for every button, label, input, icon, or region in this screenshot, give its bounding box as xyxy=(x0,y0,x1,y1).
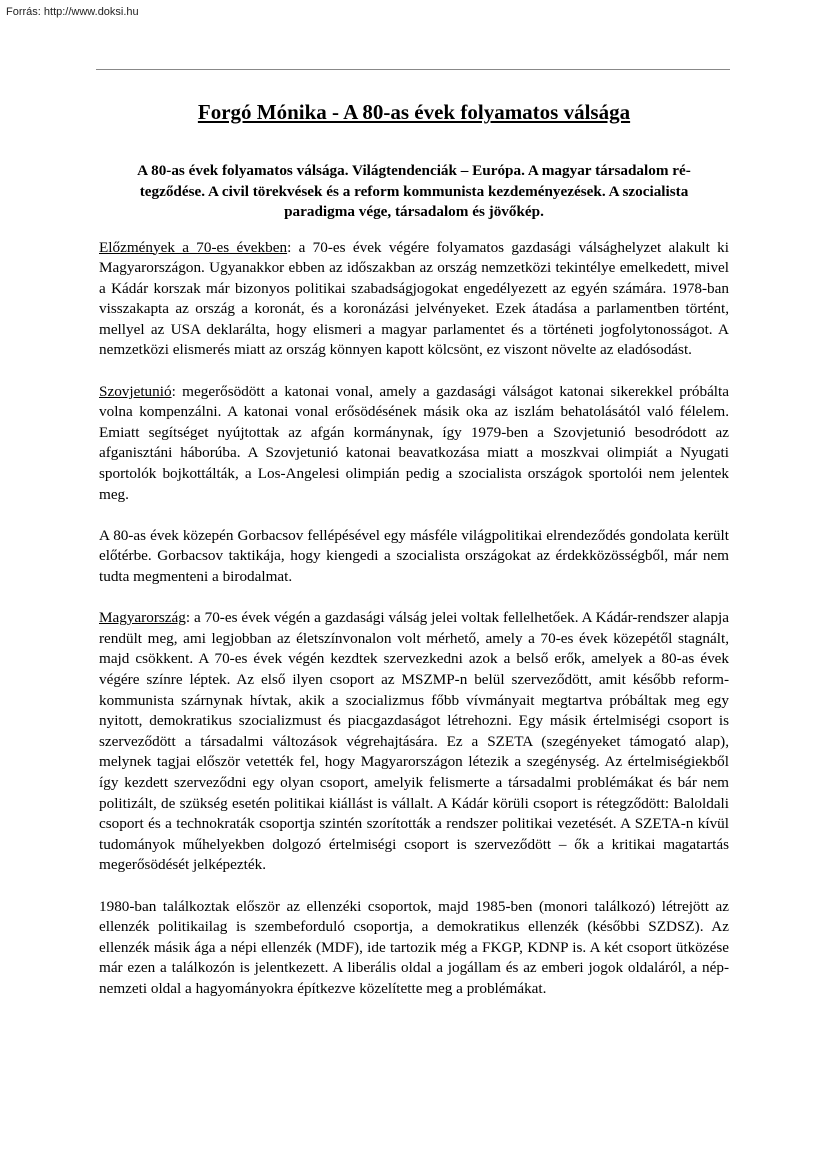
paragraph-heading: Előzmények a 70-es években xyxy=(99,238,288,256)
paragraph-text: : megerősödött a katonai vonal, amely a gazdasági válságot katonai sikerekkel próbálta volna kompenzálni. A katonai vonal erősödésének másik oka az iszlám behatolásától való félelem. Emiatt segítséget nyújtottak az afgán kormánynak, így 1979-ben a Szovjetunió besodródott az afganisztáni háborúba. A Szovjetunió katonai beavatkozása miatt a moszkvai olimpiát a Nyugati sportolók bojkottálták, a Los-Angelesi olimpián pedig a szocialista országok sportolói nem jelentek meg. xyxy=(99,382,729,503)
document-title: Forgó Mónika - A 80-as évek folyamatos válsága xyxy=(197,100,631,124)
header-rule xyxy=(96,69,730,70)
paragraph-text: A 80-as évek közepén Gorbacsov fellépésével egy másféle világpolitikai elrendeződés gondolata került előtérbe. Gorbacsov taktikája, hogy kiengedi a szocialista országokat az érdekközösségből, már nem tudta megmenteni a birodalmat. xyxy=(99,526,729,585)
source-label: Forrás: http://www.doksi.hu xyxy=(6,6,139,18)
paragraph-text: : a 70-es évek végén a gazdasági válság jelei voltak fellelhetőek. A Kádár-rendszer alapja rendült meg, ami legjobban az életszínvonalon volt mérhető, amely a 70-es évek közepétől stagnált, majd csökkent. A 70-es évek végén kezdtek szervezkedni azok a belső erők, amelyek a 80-as évek végére színre léptek. Az első ilyen csoport az MSZMP-n belül szerveződött, amit később reform-kommunista szárnynak hívtak, akik a szocializmus főbb vívmányait megtartva próbáltak meg egy nyitott, demokratikus szocializmust és piacgazdaságot létrehozni. Egy másik értelmiségi csoport is szerveződött a társadalmi változások végrehajtására. Ez a SZETA (szegényeket támogató alap), melynek tagjai először vetették fel, hogy Magyarországon létezik a szegénység. Az értelmiségiekből így kezdett szerveződni egy olyan csoport, amelyik felismerte a társadalmi problémákat és bár nem politizált, de szükség esetén politikai kiállást is vállalt. A Kádár körüli csoport is rétegződött: Baloldali csoport és a technokraták csoportja szintén szorították a rendszer politikai vezetését. A SZETA-n kívül tudományok műhelyekben dolgozó értelmiségi csoport is szerveződött – ők a kritikai magatartás megerősödését jelképezték. xyxy=(99,609,729,874)
document-body xyxy=(99,98,729,999)
paragraph-heading: Szovjetunió xyxy=(99,382,172,400)
paragraph-2 xyxy=(99,382,729,506)
paragraph-text: 1980-ban találkoztak először az ellenzéki csoportok, majd 1985-ben (monori találkozó) létrejött az ellenzék politikailag is szembeforduló csoportja, a demokratikus ellenzék (későbbi SZDSZ). Az ellenzék másik ága a népi ellenzék (MDF), ide tartozik még a FKGP, KDNP is. A két csoport ütközése már ezen a találkozón is jelentkezett. A liberális oldal a jogállam és az emberi jogok oldaláról, a nép-nemzeti oldal a hagyományokra építkezve közelítette meg a problémákat. xyxy=(99,897,729,997)
paragraph-text: : a 70-es évek végére folyamatos gazdasági válsághelyzet alakult ki Magyarországon. Ugyanakkor ebben az időszakban az ország nemzetközi tekintélye emelkedett, mivel a Kádár korszak már bizonyos politikai szabadságjogokat engedélyezett az egyén számára. 1978-ban visszakapta az ország a koronát, és a koronázási jelvényeket. Ezek átadása a parlamentben történt, mellyel az USA deklarálta, hogy elismeri a magyar parlamentet és a történeti jogfolytonosságot. A nemzetközi elismerés miatt az ország könnyen kapott kölcsönt, ez viszont növelte az eladósodást. xyxy=(99,238,729,359)
paragraph-4 xyxy=(99,608,729,876)
paragraph-1 xyxy=(99,238,729,362)
paragraph-5 xyxy=(99,897,729,1000)
abstract: A 80-as évek folyamatos válsága. Világtendenciák – Európa. A magyar társadalom rétegződése. A civil törekvések és a reform kommunista kezdeményezések. A szocialista paradigma vége, társadalom és jövőkép. xyxy=(137,162,691,220)
paragraph-heading: Magyarország xyxy=(99,609,186,627)
paragraph-3 xyxy=(99,526,729,588)
